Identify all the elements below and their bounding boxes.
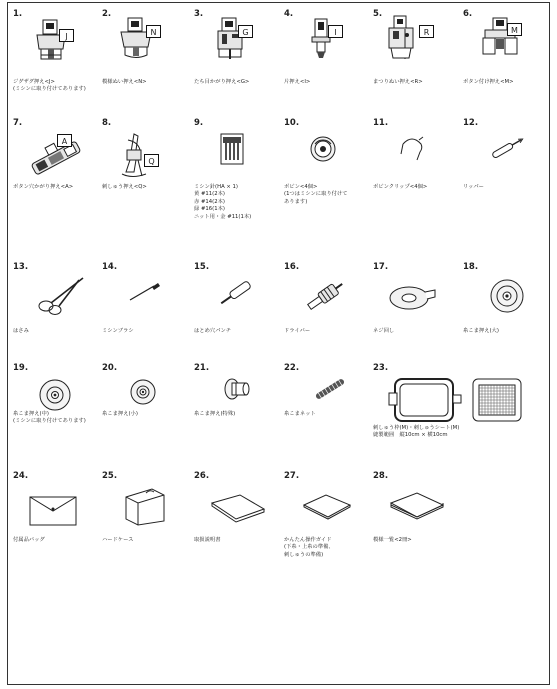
item-number: 26. bbox=[194, 471, 210, 481]
accessory-item-5 bbox=[373, 9, 461, 109]
item-caption: 付属品バッグ bbox=[13, 537, 45, 543]
item-number: 10. bbox=[284, 118, 300, 128]
accessory-item-13 bbox=[13, 262, 101, 362]
accessory-item-4 bbox=[284, 9, 372, 109]
item-number: 12. bbox=[463, 118, 479, 128]
accessory-item-14 bbox=[102, 262, 190, 362]
item-caption: かんたん操作ガイド (下糸・上糸の準備、 刺しゅうの準備) bbox=[284, 537, 334, 558]
accessory-item-3 bbox=[194, 9, 282, 109]
accessory-item-17 bbox=[373, 262, 461, 362]
item-number: 20. bbox=[102, 363, 118, 373]
foot-code-label: A bbox=[57, 134, 72, 147]
item-caption: 模様一覧<2冊> bbox=[373, 537, 412, 543]
accessory-item-18 bbox=[463, 262, 551, 362]
item-caption: 糸こまネット bbox=[284, 411, 316, 417]
item-number: 8. bbox=[102, 118, 112, 128]
item-caption: ミシンブラシ bbox=[102, 328, 134, 334]
disc-screwdriver-icon bbox=[387, 282, 439, 316]
accessory-item-19 bbox=[13, 363, 101, 463]
spool-cap-special-icon bbox=[220, 375, 254, 407]
item-caption: 糸こま押え(小) bbox=[102, 411, 138, 417]
accessory-item-27 bbox=[284, 471, 372, 571]
needle-pack-icon bbox=[218, 132, 246, 170]
item-caption: 模様ぬい押え<N> bbox=[102, 79, 147, 85]
item-caption: はさみ bbox=[13, 328, 29, 334]
item-number: 21. bbox=[194, 363, 210, 373]
accessory-item-7 bbox=[13, 118, 101, 218]
accessory-item-22 bbox=[284, 363, 372, 463]
foot-code-label: J bbox=[59, 29, 74, 42]
item-number: 27. bbox=[284, 471, 300, 481]
scissors-icon bbox=[35, 274, 87, 320]
item-number: 15. bbox=[194, 262, 210, 272]
bobbin-clip-icon bbox=[397, 134, 427, 168]
accessory-item-28 bbox=[373, 471, 461, 571]
item-number: 3. bbox=[194, 9, 204, 19]
foot-code-label: R bbox=[419, 25, 434, 38]
item-caption: 刺しゅう押え<Q> bbox=[102, 184, 147, 190]
accessory-item-12 bbox=[463, 118, 551, 218]
item-caption: ジグザグ押え<J> (ミシンに取り付けてあります) bbox=[13, 79, 86, 93]
item-number: 24. bbox=[13, 471, 29, 481]
item-caption: まつりぬい押え<R> bbox=[373, 79, 423, 85]
foot-code-label: N bbox=[146, 25, 161, 38]
item-caption: ボビンクリップ<4個> bbox=[373, 184, 428, 190]
cleaning-brush-icon bbox=[126, 280, 162, 308]
item-number: 23. bbox=[373, 363, 389, 373]
item-caption: ミシン針(HA × 1) 黄 #11(2本) 赤 #14(2本) 緑 #16(1本) ニット用・金 #11(1本) bbox=[194, 184, 252, 220]
foot-code-label: M bbox=[507, 23, 522, 36]
foot-code-label: I bbox=[328, 25, 343, 38]
blind-stitch-foot-icon bbox=[383, 15, 419, 65]
accessory-bag-icon bbox=[27, 489, 79, 531]
zigzag-foot-icon bbox=[31, 19, 71, 67]
item-caption: ネジ回し bbox=[373, 328, 395, 334]
item-number: 19. bbox=[13, 363, 29, 373]
item-number: 14. bbox=[102, 262, 118, 272]
accessory-item-16 bbox=[284, 262, 372, 362]
accessory-item-10 bbox=[284, 118, 372, 218]
item-caption: たち目かがり押え<G> bbox=[194, 79, 250, 85]
item-caption: 刺しゅう枠(M)・刺しゅうシート(M) 縫製範囲 縦10cm × 横10cm bbox=[373, 425, 460, 439]
spool-net-icon bbox=[310, 375, 350, 407]
item-caption: 糸こま押え(特殊) bbox=[194, 411, 236, 417]
seam-ripper-icon bbox=[487, 136, 527, 164]
accessory-item-24 bbox=[13, 471, 101, 571]
item-caption: ハードケース bbox=[102, 537, 134, 543]
accessory-grid bbox=[8, 3, 551, 686]
accessory-item-20 bbox=[102, 363, 190, 463]
item-number: 5. bbox=[373, 9, 383, 19]
item-caption: ドライバー bbox=[284, 328, 311, 334]
item-number: 16. bbox=[284, 262, 300, 272]
item-number: 1. bbox=[13, 9, 23, 19]
accessory-item-15 bbox=[194, 262, 282, 362]
item-number: 2. bbox=[102, 9, 112, 19]
item-caption: 取扱説明書 bbox=[194, 537, 221, 543]
item-caption: 片押え<I> bbox=[284, 79, 311, 85]
item-number: 25. bbox=[102, 471, 118, 481]
accessory-item-8 bbox=[102, 118, 190, 218]
pattern-list-icon bbox=[389, 491, 445, 525]
accessory-item-9 bbox=[194, 118, 282, 218]
item-number: 22. bbox=[284, 363, 300, 373]
item-number: 18. bbox=[463, 262, 479, 272]
buttonhole-foot-icon bbox=[27, 136, 85, 184]
screwdriver-icon bbox=[302, 278, 348, 318]
spool-cap-small-icon bbox=[128, 377, 158, 411]
item-caption: 糸こま押え(大) bbox=[463, 328, 499, 334]
accessory-item-26 bbox=[194, 471, 282, 571]
foot-code-label: Q bbox=[144, 154, 159, 167]
accessory-item-11 bbox=[373, 118, 461, 218]
item-number: 6. bbox=[463, 9, 473, 19]
item-caption: ボビン<4個> (1つはミシンに取り付けて あります) bbox=[284, 184, 348, 205]
accessory-item-2 bbox=[102, 9, 190, 109]
item-caption: ボタン穴かがり押え<A> bbox=[13, 184, 74, 190]
quick-guide-icon bbox=[302, 493, 352, 525]
bobbin-icon bbox=[308, 134, 338, 168]
accessory-item-23 bbox=[373, 363, 543, 463]
item-caption: 糸こま押え(中) (ミシンに取り付けてあります) bbox=[13, 411, 86, 425]
accessory-item-1 bbox=[13, 9, 101, 109]
item-number: 4. bbox=[284, 9, 294, 19]
spool-cap-large-icon bbox=[489, 278, 525, 318]
item-number: 17. bbox=[373, 262, 389, 272]
foot-code-label: G bbox=[238, 25, 253, 38]
item-number: 7. bbox=[13, 118, 23, 128]
item-caption: リッパー bbox=[463, 184, 484, 190]
manual-icon bbox=[210, 493, 266, 527]
item-number: 13. bbox=[13, 262, 29, 272]
item-number: 28. bbox=[373, 471, 389, 481]
accessory-item-21 bbox=[194, 363, 282, 463]
accessory-item-25 bbox=[102, 471, 190, 571]
item-caption: ボタン付け押え<M> bbox=[463, 79, 514, 85]
item-number: 11. bbox=[373, 118, 389, 128]
accessory-item-6 bbox=[463, 9, 551, 109]
item-number: 9. bbox=[194, 118, 204, 128]
eyelet-punch-icon bbox=[216, 278, 256, 312]
accessory-list-frame bbox=[7, 2, 550, 685]
item-caption: はとめ穴パンチ bbox=[194, 328, 232, 334]
hard-case-icon bbox=[122, 485, 168, 531]
